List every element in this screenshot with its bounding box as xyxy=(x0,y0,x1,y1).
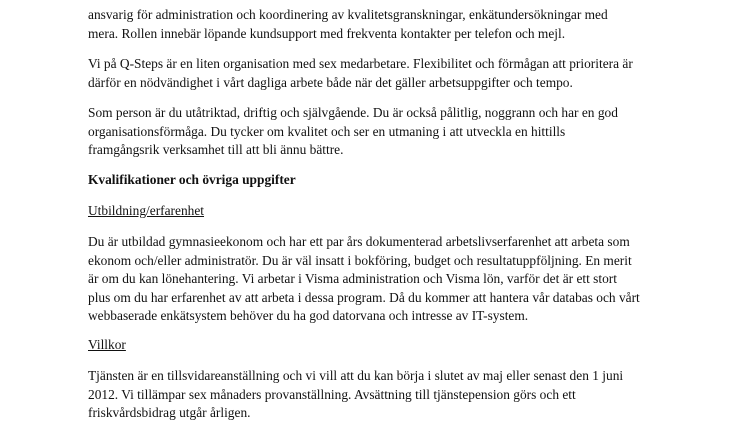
person-line-2: organisationsförmåga. Du tycker om kvalitet och ser en utmaning i att utveckla en hittills xyxy=(88,123,566,139)
organisation-line-1: Vi på Q-Steps är en liten organisation med sex medarbetare. Flexibilitet och förmågan att prioritera är xyxy=(88,56,633,71)
terms-line-3: friskvårdsbidrag utgår årligen. xyxy=(88,405,251,420)
education-line-2: ekonom och/eller administratör. Du är väl insatt i bokföring, budget och resultatuppföljning. En merit xyxy=(88,252,632,268)
person-paragraph xyxy=(88,104,698,160)
education-line-4: plus om du har erfarenhet av att arbeta i dessa program. Då du kommer att hantera vår databas och vårt xyxy=(88,289,640,305)
organisation-paragraph xyxy=(88,55,698,92)
person-line-1: Som person är du utåtriktad, driftig och självgående. Du är också pålitlig, noggrann och har en god xyxy=(88,105,618,120)
intro-line-2: mera. Rollen innebär löpande kundsupport med frekventa kontakter per telefon och mejl. xyxy=(88,25,566,41)
person-line-3: framgångsrik verksamhet till att bli ännu bättre. xyxy=(88,142,344,157)
education-line-5: webbaserade enkätsystem behöver du ha god datorvana och intresse av IT-system. xyxy=(88,308,529,323)
education-line-3: är om du kan lönehantering. Vi arbetar i Visma administration och Visma lön, varför det är ett stort xyxy=(88,271,617,286)
terms-line-2: 2012. Vi tillämpar sex månaders provanställning. Avsättning till tjänstepension görs och ett xyxy=(88,386,576,402)
organisation-line-2: därför en nödvändighet i vårt dagliga arbete både när det gäller arbetsuppgifter och tempo. xyxy=(88,74,573,90)
education-line-1: Du är utbildad gymnasieekonom och har ett par års dokumenterad arbetslivserfarenhet att arbeta som xyxy=(88,234,630,249)
qualifications-heading: Kvalifikationer och övriga uppgifter xyxy=(88,172,296,187)
terms-line-1: Tjänsten är en tillsvidareanställning och vi vill att du kan börja i slutet av maj eller senast den 1 juni xyxy=(88,368,624,383)
education-paragraph xyxy=(88,233,698,326)
intro-paragraph xyxy=(88,6,698,43)
terms-paragraph xyxy=(88,367,698,423)
intro-line-1: ansvarig för administration och koordinering av kvalitetsgranskningar, enkätundersökningar med xyxy=(88,7,608,22)
education-subheading: Utbildning/erfarenhet xyxy=(88,203,205,218)
terms-subheading: Villkor xyxy=(88,337,126,352)
